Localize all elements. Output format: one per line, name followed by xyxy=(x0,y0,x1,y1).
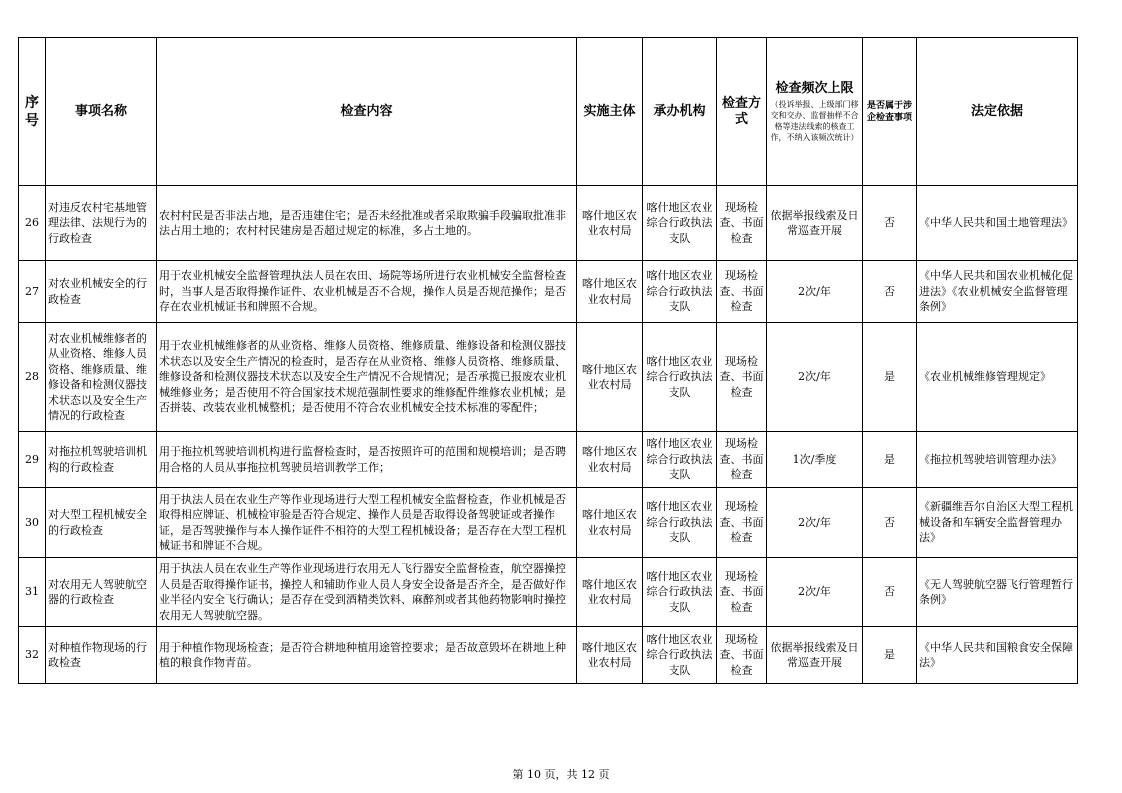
table-row xyxy=(19,627,1078,684)
row-agency: 喀什地区农业综合行政执法支队 xyxy=(643,186,717,261)
header-agency: 承办机构 xyxy=(643,38,717,186)
row-seq: 30 xyxy=(19,488,46,558)
row-frequency: 2次/年 xyxy=(767,488,863,558)
row-item-name: 对大型工程机械安全的行政检查 xyxy=(46,488,157,558)
row-seq: 28 xyxy=(19,323,46,432)
row-enterprise: 否 xyxy=(863,488,917,558)
row-item-name: 对违反农村宅基地管理法律、法规行为的行政检查 xyxy=(46,186,157,261)
row-subject: 喀什地区农业农村局 xyxy=(577,261,643,323)
row-agency: 喀什地区农业综合行政执法支队 xyxy=(643,261,717,323)
row-enterprise: 否 xyxy=(863,261,917,323)
row-subject: 喀什地区农业农村局 xyxy=(577,186,643,261)
header-item-name: 事项名称 xyxy=(46,38,157,186)
table-header-row xyxy=(19,38,1078,186)
row-seq: 26 xyxy=(19,186,46,261)
row-content: 用于种植作物现场检查；是否符合耕地种植用途管控要求；是否故意毁坏在耕地上种植的粮食作物青苗。 xyxy=(157,627,577,684)
row-basis: 《无人驾驶航空器飞行管理暂行条例》 xyxy=(917,558,1078,627)
row-agency: 喀什地区农业综合行政执法支队 xyxy=(643,488,717,558)
row-agency: 喀什地区农业综合行政执法支队 xyxy=(643,558,717,627)
header-enterprise: 是否属于涉企检查事项 xyxy=(863,38,917,186)
row-subject: 喀什地区农业农村局 xyxy=(577,488,643,558)
row-content: 用于执法人员在农业生产等作业现场进行大型工程机械安全监督检查，作业机械是否取得相应牌证、机械检审验是否符合规定、操作人员是否取得设备驾驶证或者操作证，是否驾驶操作与本人操作证件不相符的大型工程机械设备；是否存在大型工程机械证书和牌证不合规。 xyxy=(157,488,577,558)
table-row xyxy=(19,432,1078,488)
header-frequency xyxy=(767,38,863,186)
row-method: 现场检查、书面检查 xyxy=(717,558,767,627)
row-method: 现场检查、书面检查 xyxy=(717,488,767,558)
row-basis: 《中华人民共和国农业机械化促进法》《农业机械安全监督管理条例》 xyxy=(917,261,1078,323)
row-enterprise: 否 xyxy=(863,558,917,627)
row-content: 农村村民是否非法占地，是否违建住宅；是否未经批准或者采取欺骗手段骗取批准非法占用土地的；农村村民建房是否超过规定的标准，多占土地的。 xyxy=(157,186,577,261)
row-method: 现场检查、书面检查 xyxy=(717,261,767,323)
row-basis: 《拖拉机驾驶培训管理办法》 xyxy=(917,432,1078,488)
row-agency: 喀什地区农业综合行政执法支队 xyxy=(643,627,717,684)
row-seq: 32 xyxy=(19,627,46,684)
row-agency: 喀什地区农业综合行政执法支队 xyxy=(643,323,717,432)
table-row xyxy=(19,558,1078,627)
header-frequency-note: （投诉举报、上级部门移交和交办、监督抽样不合格等违法线索的核查工作，不纳入该频次统计） xyxy=(770,99,859,142)
row-seq: 29 xyxy=(19,432,46,488)
row-enterprise: 否 xyxy=(863,186,917,261)
page-number: 第 10 页，共 12 页 xyxy=(512,768,610,781)
table-row xyxy=(19,261,1078,323)
header-seq: 序号 xyxy=(19,38,46,186)
row-frequency: 1次/季度 xyxy=(767,432,863,488)
row-basis: 《农业机械维修管理规定》 xyxy=(917,323,1078,432)
inspection-table xyxy=(18,37,1078,684)
row-enterprise: 是 xyxy=(863,627,917,684)
table-row xyxy=(19,323,1078,432)
table-row xyxy=(19,488,1078,558)
row-frequency: 2次/年 xyxy=(767,558,863,627)
row-subject: 喀什地区农业农村局 xyxy=(577,627,643,684)
row-content: 用于农业机械安全监督管理执法人员在农田、场院等场所进行农业机械安全监督检查时，当事人是否取得操作证件、农业机械是否不合规，操作人员是否规范操作；是否存在农业机械证书和牌照不合规。 xyxy=(157,261,577,323)
row-enterprise: 是 xyxy=(863,323,917,432)
row-seq: 31 xyxy=(19,558,46,627)
row-method: 现场检查、书面检查 xyxy=(717,627,767,684)
row-agency: 喀什地区农业综合行政执法支队 xyxy=(643,432,717,488)
row-item-name: 对拖拉机驾驶培训机构的行政检查 xyxy=(46,432,157,488)
row-enterprise: 是 xyxy=(863,432,917,488)
row-item-name: 对种植作物现场的行政检查 xyxy=(46,627,157,684)
row-frequency: 2次/年 xyxy=(767,261,863,323)
row-subject: 喀什地区农业农村局 xyxy=(577,558,643,627)
row-method: 现场检查、书面检查 xyxy=(717,323,767,432)
row-basis: 《新疆维吾尔自治区大型工程机械设备和车辆安全监督管理办法》 xyxy=(917,488,1078,558)
row-item-name: 对农用无人驾驶航空器的行政检查 xyxy=(46,558,157,627)
row-frequency: 依据举报线索及日常巡查开展 xyxy=(767,186,863,261)
row-subject: 喀什地区农业农村局 xyxy=(577,432,643,488)
row-content: 用于农业机械维修者的从业资格、维修人员资格、维修质量、维修设备和检测仪器技术状态以及安全生产情况的检查时，是否存在从业资格、维修人员资格、维修质量、维修设备和检测仪器技术状态以及安全生产情况不合规情况；是否承揽已报废农业机械维修业务；是否使用不符合国家技术规范强制性要求的维修配件维修农业机械；是否拼装、改装农业机械整机；是否使用不符合农业机械安全技术标准的零配件； xyxy=(157,323,577,432)
row-basis: 《中华人民共和国粮食安全保障法》 xyxy=(917,627,1078,684)
row-frequency: 2次/年 xyxy=(767,323,863,432)
row-item-name: 对农业机械安全的行政检查 xyxy=(46,261,157,323)
header-content: 检查内容 xyxy=(157,38,577,186)
row-basis: 《中华人民共和国土地管理法》 xyxy=(917,186,1078,261)
row-item-name: 对农业机械维修者的从业资格、维修人员资格、维修质量、维修设备和检测仪器技术状态以及安全生产情况的行政检查 xyxy=(46,323,157,432)
row-content: 用于拖拉机驾驶培训机构进行监督检查时，是否按照许可的范围和规模培训；是否聘用合格的人员从事拖拉机驾驶员培训教学工作； xyxy=(157,432,577,488)
row-method: 现场检查、书面检查 xyxy=(717,186,767,261)
row-frequency: 依据举报线索及日常巡查开展 xyxy=(767,627,863,684)
header-basis: 法定依据 xyxy=(917,38,1078,186)
header-method: 检查方式 xyxy=(717,38,767,186)
row-subject: 喀什地区农业农村局 xyxy=(577,323,643,432)
table-row xyxy=(19,186,1078,261)
header-frequency-title: 检查频次上限 xyxy=(775,80,854,96)
header-subject: 实施主体 xyxy=(577,38,643,186)
row-seq: 27 xyxy=(19,261,46,323)
row-method: 现场检查、书面检查 xyxy=(717,432,767,488)
row-content: 用于执法人员在农业生产等作业现场进行农用无人飞行器安全监督检查，航空器操控人员是否取得操作证书，操控人和辅助作业人员人身安全设备是否齐全，是否做好作业半径内安全飞行确认；是否存在受到酒精类饮料、麻醉剂或者其他药物影响时操控农用无人驾驶航空器。 xyxy=(157,558,577,627)
